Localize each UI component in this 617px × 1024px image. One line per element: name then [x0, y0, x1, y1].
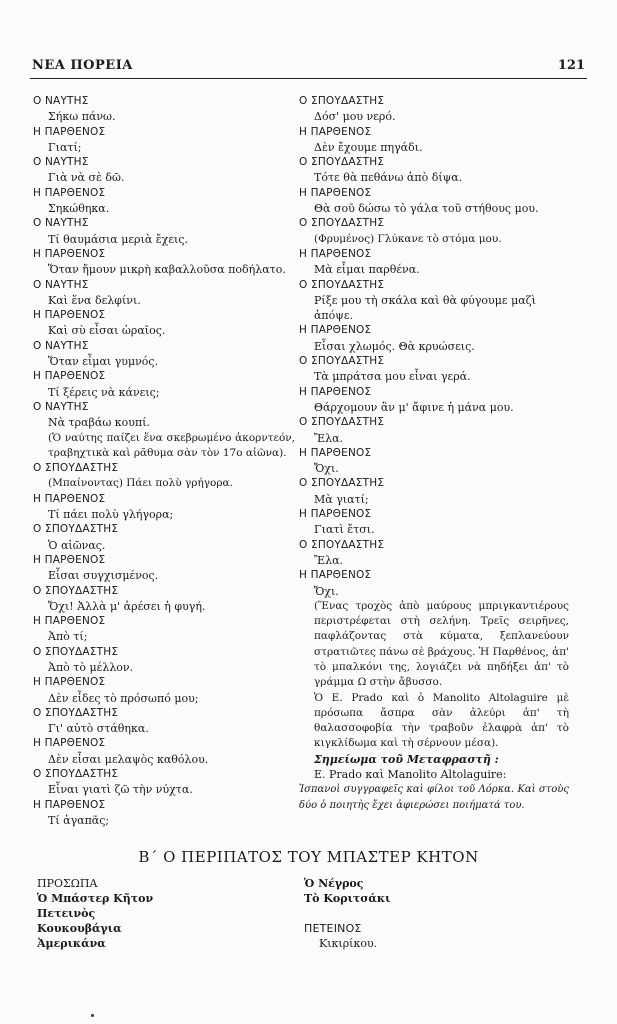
speaker-name: Ο ΝΑΥΤΗΣ — [33, 95, 89, 107]
speaker-name: Ο ΣΠΟΥΔΑΣΤΗΣ — [299, 416, 385, 429]
speaker-name: Ο ΣΠΟΥΔΑΣΤΗΣ — [33, 584, 119, 597]
stage-direction: (Ἕνας τροχὸς ἀπὸ μαύρους μπριγκαντιέρους περιστρέφεται στὴ σελήνη. Τρεῖς σειρῆνες, παφλάζοντας στὰ κύματα, ξεπλανεύουν στρατιῶτες πάνω σὲ βράχους. Ἡ Παρθένος, ἀπ' τὸ μπαλκόνι της, λογιάζει νὰ πηδήξει ἀπ' τὸ γράμμα Ω στὴν ἄβυσσο. — [314, 599, 569, 689]
translator-note-title: Σημείωμα τοῦ Μεταφραστῆ : — [314, 752, 499, 766]
page-number: 121 — [557, 58, 585, 73]
dialogue-line: Δὲν εἶσαι μελαψὸς καθόλου. — [48, 752, 209, 766]
character-name: Κουκουβάγια — [37, 922, 122, 935]
dialogue-line: Νὰ τραβάω κουπί. — [48, 416, 151, 430]
dialogue-line: Ἔλα. — [314, 431, 343, 445]
speaker-name: Η ΠΑΡΘΕΝΟΣ — [299, 125, 372, 138]
character-name: Ὁ Μπάστερ Κῆτον — [37, 892, 154, 905]
stage-direction: (Φρυμένος) Γλύκανε τὸ στόμα μου. — [314, 232, 502, 245]
print-speck — [91, 1014, 94, 1017]
speaker-name: Ο ΝΑΥΤΗΣ — [33, 217, 89, 230]
speaker-name: Ο ΣΠΟΥΔΑΣΤΗΣ — [299, 538, 385, 551]
speaker-name: Ο ΣΠΟΥΔΑΣΤΗΣ — [299, 95, 385, 107]
speaker-name: Η ΠΑΡΘΕΝΟΣ — [33, 125, 106, 138]
dialogue-line: Καὶ ἕνα δελφίνι. — [48, 293, 141, 307]
dialogue-line: Ρίξε μου τὴ σκάλα καὶ θὰ φύγουμε μαζὶ ἀπόψε. — [314, 293, 536, 323]
dialogue-line: Ὄχι! Ἀλλὰ μ' ἀρέσει ἡ φυγή. — [48, 599, 206, 613]
dialogue-line: Εἶσαι συγχισμένος. — [48, 569, 159, 583]
character-name: Ἀμερικάνα — [37, 937, 106, 950]
dramatis-personae-heading: ΠΡΟΣΩΠΑ — [37, 877, 98, 890]
speaker-name: Η ΠΑΡΘΕΝΟΣ — [299, 508, 372, 521]
dialogue-line: Γιὰ νὰ σὲ δῶ. — [48, 171, 125, 185]
dramatis-personae-right — [304, 876, 544, 951]
dialogue-line: Γι' αὐτὸ στάθηκα. — [48, 722, 149, 736]
character-name: Ὁ Νέγρος — [304, 877, 364, 890]
speaker-name: Ο ΣΠΟΥΔΑΣΤΗΣ — [299, 217, 385, 230]
stage-direction: Ὁ Ε. Prado καὶ ὁ Manolito Altolaguire μὲ πρόσωπα ἄσπρα σὰν ἀλεύρι ἀπ' τὴ θαλασσοφοβία τὴν τραβοῦν ἐλαφρὰ ἀπ' τὸ κιγκλίδωμα καὶ τὴ σέρνουν μέσα). — [314, 691, 569, 750]
dialogue-line: Ὄχι. — [314, 462, 339, 476]
dialogue-line: Καὶ σὺ εἶσαι ὡραῖος. — [48, 324, 166, 338]
dialogue-line: Ὅταν εἶμαι γυμνός. — [48, 355, 159, 369]
speaker-name: Ο ΝΑΥΤΗΣ — [33, 156, 89, 169]
dialogue-line: Ἀπὸ τί; — [48, 630, 88, 644]
speaker-name: Ο ΣΠΟΥΔΑΣΤΗΣ — [33, 462, 119, 475]
dialogue-line: Θὰ σοῦ δώσω τὸ γάλα τοῦ στήθους μου. — [314, 202, 539, 216]
speaker-name: Ο ΣΠΟΥΔΑΣΤΗΣ — [33, 706, 119, 719]
dialogue-line: Γιατί; — [48, 140, 82, 154]
speaker-name: Η ΠΑΡΘΕΝΟΣ — [33, 553, 106, 566]
stage-direction: (Ὁ ναύτης παίζει ἕνα σκεβρωμένο ἀκορντεόν, τραβηχτικὰ καὶ ρᾶθυμα σὰν τὸν 17ο αἰῶνα). — [48, 431, 295, 459]
speaker-name: Η ΠΑΡΘΕΝΟΣ — [33, 492, 106, 505]
dialogue-line: Τότε θὰ πεθάνω ἀπὸ δίψα. — [314, 171, 463, 185]
dialogue-line: Ἀπὸ τὸ μέλλον. — [48, 660, 134, 674]
speaker-name: Η ΠΑΡΘΕΝΟΣ — [299, 186, 372, 199]
page-header — [30, 58, 587, 79]
speaker-name: Η ΠΑΡΘΕΝΟΣ — [299, 446, 372, 459]
stage-direction: (Μπαίνοντας) Πάει πολὺ γρήγορα. — [48, 477, 233, 490]
dialogue-line: Μὰ γιατί; — [314, 492, 369, 506]
translator-note-body: Ε. Prado καὶ Manolito Altolaguire: — [314, 768, 507, 782]
dialogue-line: Ὁ αἰῶνας. — [48, 538, 106, 552]
speaker-name: Ο ΝΑΥΤΗΣ — [33, 400, 89, 413]
dialogue-line: Τί ἀγαπᾶς; — [48, 813, 110, 827]
speaker-name: Ο ΣΠΟΥΔΑΣΤΗΣ — [33, 523, 119, 536]
speaker-name: Η ΠΑΡΘΕΝΟΣ — [33, 247, 106, 260]
speaker-name: Ο ΣΠΟΥΔΑΣΤΗΣ — [299, 156, 385, 169]
speaker-name: ΠΕΤΕΙΝΟΣ — [304, 922, 362, 935]
character-name: Τὸ Κοριτσάκι — [304, 892, 391, 905]
speaker-name: Η ΠΑΡΘΕΝΟΣ — [33, 615, 106, 628]
dialogue-line: Τί ξέρεις νὰ κάνεις; — [48, 385, 160, 399]
speaker-name: Η ΠΑΡΘΕΝΟΣ — [299, 247, 372, 260]
section-title: Β΄ Ο ΠΕΡΙΠΑΤΟΣ ΤΟΥ ΜΠΑΣΤΕΡ ΚΗΤΟΝ — [138, 848, 479, 866]
dialogue-line: Θάρχομουν ἂν μ' ἄφινε ἡ μάνα μου. — [314, 400, 514, 414]
speaker-name: Ο ΣΠΟΥΔΑΣΤΗΣ — [299, 477, 385, 490]
dialogue-line: Τὰ μπράτσα μου εἶναι γερά. — [314, 370, 471, 384]
dialogue-line: Μὰ εἶμαι παρθένα. — [314, 263, 420, 277]
dialogue-line: Ἔλα. — [314, 553, 343, 567]
right-column — [299, 94, 569, 813]
dialogue-line: Τί θαυμάσια μεριὰ ἔχεις. — [48, 232, 188, 246]
dialogue-line: Ὄχι. — [314, 584, 339, 598]
dialogue-line: Κικιρίκου. — [319, 937, 378, 950]
left-column — [33, 94, 295, 828]
dialogue-line: Εἶσαι χλωμός. Θὰ κρυώσεις. — [314, 339, 475, 353]
dramatis-personae-left — [37, 876, 277, 951]
speaker-name: Η ΠΑΡΘΕΝΟΣ — [33, 676, 106, 689]
character-name: Πετεινὸς — [37, 907, 96, 920]
speaker-name: Η ΠΑΡΘΕΝΟΣ — [33, 309, 106, 322]
speaker-name: Η ΠΑΡΘΕΝΟΣ — [33, 370, 106, 383]
speaker-name: Ο ΣΠΟΥΔΑΣΤΗΣ — [33, 645, 119, 658]
speaker-name: Ο ΝΑΥΤΗΣ — [33, 339, 89, 352]
speaker-name: Ο ΝΑΥΤΗΣ — [33, 278, 89, 291]
translator-note-text: Ἱσπανοὶ συγγραφεῖς καὶ φίλοι τοῦ Λόρκα. Καὶ στοὺς δύο ὁ ποιητὴς ἔχει ἀφιερώσει ποιήματά του. — [299, 784, 569, 811]
dialogue-line: Γιατὶ ἔτσι. — [314, 523, 375, 537]
dialogue-line: Δὲν εἶδες τὸ πρόσωπό μου; — [48, 691, 199, 705]
speaker-name: Ο ΣΠΟΥΔΑΣΤΗΣ — [299, 278, 385, 291]
speaker-name: Ο ΣΠΟΥΔΑΣΤΗΣ — [299, 355, 385, 368]
speaker-name: Η ΠΑΡΘΕΝΟΣ — [299, 324, 372, 337]
speaker-name: Η ΠΑΡΘΕΝΟΣ — [299, 385, 372, 398]
speaker-name: Ο ΣΠΟΥΔΑΣΤΗΣ — [33, 768, 119, 781]
journal-title: ΝΕΑ ΠΟΡΕΙΑ — [32, 58, 133, 73]
dialogue-line: Εἶναι γιατὶ ζῶ τὴν νύχτα. — [48, 783, 193, 797]
speaker-name: Η ΠΑΡΘΕΝΟΣ — [299, 569, 372, 582]
dialogue-line: Τί πάει πολὺ γλήγορα; — [48, 508, 174, 522]
dialogue-line: Σηκώθηκα. — [48, 202, 110, 216]
dialogue-line: Δόσ' μου νερό. — [314, 110, 396, 124]
speaker-name: Η ΠΑΡΘΕΝΟΣ — [33, 737, 106, 750]
dialogue-line: Σήκω πάνω. — [48, 110, 116, 124]
dialogue-line: Ὅταν ἤμουν μικρὴ καβαλλοῦσα ποδήλατο. — [48, 263, 286, 277]
dialogue-line: Δὲν ἔχουμε πηγάδι. — [314, 140, 423, 154]
speaker-name: Η ΠΑΡΘΕΝΟΣ — [33, 186, 106, 199]
speaker-name: Η ΠΑΡΘΕΝΟΣ — [33, 798, 106, 811]
